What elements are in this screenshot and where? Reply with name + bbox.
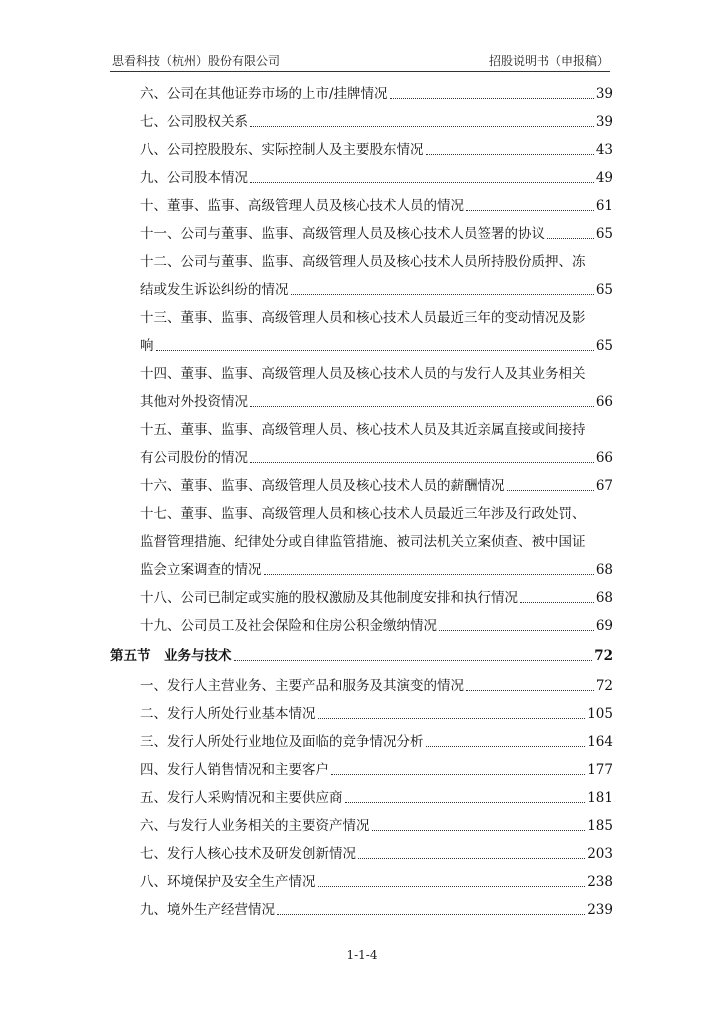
toc-entry[interactable]: [140, 364, 613, 384]
toc-entry-title: 十六、董事、监事、高级管理人员及核心技术人员的薪酬情况: [140, 478, 505, 494]
toc-leader-dots: [250, 126, 594, 127]
toc-entry-title: 十、董事、监事、高级管理人员及核心技术人员的情况: [140, 198, 464, 214]
toc-entry-title: 监督管理措施、纪律处分或自律监管措施、被司法机关立案侦查、被中国证: [140, 534, 586, 550]
toc-page-number: 66: [595, 450, 613, 466]
toc-entry-title: 结或发生诉讼纠纷的情况: [140, 282, 289, 298]
toc-entry[interactable]: [140, 872, 613, 892]
toc-leader-dots: [466, 210, 594, 211]
toc-entry-title: 响: [140, 338, 154, 354]
toc-page-number: 65: [595, 338, 613, 354]
toc-leader-dots: [372, 830, 586, 831]
toc-page-number: 39: [595, 114, 613, 130]
toc-entry-title: 九、公司股本情况: [140, 170, 248, 186]
toc-page-number: 49: [595, 170, 613, 186]
toc-entry[interactable]: [140, 788, 613, 808]
toc-entry[interactable]: [140, 588, 613, 608]
toc-entry-title: 八、公司控股股东、实际控制人及主要股东情况: [140, 142, 424, 158]
toc-leader-dots: [390, 98, 594, 99]
toc-entry[interactable]: [140, 616, 613, 636]
toc-entry-title: 十五、董事、监事、高级管理人员、核心技术人员及其近亲属直接或间接持: [140, 422, 586, 438]
toc-entry-title: 七、公司股权关系: [140, 114, 248, 130]
toc-entry-title: 第五节 业务与技术: [110, 648, 232, 664]
toc-entry-title: 一、发行人主营业务、主要产品和服务及其演变的情况: [140, 678, 464, 694]
toc-page-number: 72: [594, 648, 613, 664]
toc-page-number: 105: [587, 706, 613, 722]
toc-entry-title: 三、发行人所处行业地位及面临的竞争情况分析: [140, 734, 424, 750]
toc-entry[interactable]: [140, 252, 613, 272]
toc-entry[interactable]: [140, 704, 613, 724]
toc-entry-title: 四、发行人销售情况和主要客户: [140, 762, 329, 778]
toc-entry-title: 六、公司在其他证券市场的上市/挂牌情况: [140, 86, 388, 102]
toc-page-number: 164: [587, 734, 613, 750]
toc-leader-dots: [291, 294, 594, 295]
toc-entry-title: 二、发行人所处行业基本情况: [140, 706, 316, 722]
toc-entry[interactable]: [140, 476, 613, 496]
toc-entry-title: 八、环境保护及安全生产情况: [140, 874, 316, 890]
toc-page-number: 65: [595, 282, 613, 298]
toc-page-number: 39: [595, 86, 613, 102]
toc-entry[interactable]: [140, 112, 613, 132]
toc-entry-title: 十二、公司与董事、监事、高级管理人员及核心技术人员所持股份质押、冻: [140, 254, 586, 270]
toc-page-number: 177: [587, 762, 613, 778]
header-document-title: 招股说明书（申报稿）: [488, 54, 609, 68]
toc-entry[interactable]: [140, 224, 613, 244]
toc-page-number: 69: [595, 618, 613, 634]
toc-leader-dots: [547, 238, 594, 239]
toc-entry-title: 十三、董事、监事、高级管理人员和核心技术人员最近三年的变动情况及影: [140, 310, 586, 326]
header-rule: [110, 71, 610, 72]
toc-leader-dots: [507, 490, 594, 491]
toc-page-number: 203: [587, 846, 613, 862]
toc-entry-title: 十八、公司已制定或实施的股权激励及其他制度安排和执行情况: [140, 590, 518, 606]
toc-leader-dots: [250, 406, 594, 407]
toc-entry[interactable]: [140, 816, 613, 836]
toc-entry-title: 十四、董事、监事、高级管理人员及核心技术人员的与发行人及其业务相关: [140, 366, 586, 382]
page-header: [112, 52, 609, 72]
toc-entry[interactable]: [140, 84, 613, 104]
toc-page-number: 238: [587, 874, 613, 890]
toc-leader-dots: [331, 774, 585, 775]
toc-leader-dots: [426, 746, 586, 747]
toc-entry[interactable]: [140, 168, 613, 188]
toc-entry-title: 监会立案调查的情况: [140, 562, 262, 578]
toc-entry[interactable]: [140, 900, 613, 920]
toc-entry[interactable]: [140, 532, 613, 552]
toc-leader-dots: [466, 690, 594, 691]
toc-leader-dots: [439, 630, 594, 631]
toc-leader-dots: [234, 660, 593, 661]
toc-entry[interactable]: [140, 760, 613, 780]
toc-page-number: 66: [595, 394, 613, 410]
toc-leader-dots: [264, 574, 594, 575]
toc-entry-title: 十七、董事、监事、高级管理人员和核心技术人员最近三年涉及行政处罚、: [140, 506, 586, 522]
toc-entry[interactable]: [140, 336, 613, 356]
toc-entry[interactable]: [140, 308, 613, 328]
toc-entry[interactable]: [140, 280, 613, 300]
toc-page-number: 239: [587, 902, 613, 918]
toc-leader-dots: [277, 914, 585, 915]
toc-entry-title: 有公司股份的情况: [140, 450, 248, 466]
toc-entry[interactable]: [140, 844, 613, 864]
toc-leader-dots: [156, 350, 594, 351]
toc-entry[interactable]: [140, 676, 613, 696]
toc-entry[interactable]: [140, 560, 613, 580]
toc-leader-dots: [250, 462, 594, 463]
toc-entry-title: 十九、公司员工及社会保险和住房公积金缴纳情况: [140, 618, 437, 634]
toc-leader-dots: [345, 802, 586, 803]
toc-entry-title: 其他对外投资情况: [140, 394, 248, 410]
toc-page-number: 68: [595, 590, 613, 606]
toc-page-number: 72: [595, 678, 613, 694]
header-company-name: 思看科技（杭州）股份有限公司: [112, 54, 281, 68]
toc-entry-title: 七、发行人核心技术及研发创新情况: [140, 846, 356, 862]
toc-entry[interactable]: [140, 420, 613, 440]
toc-page-number: 61: [595, 198, 613, 214]
toc-entry[interactable]: [140, 392, 613, 412]
page-number: 1-1-4: [346, 948, 378, 962]
toc-entry[interactable]: [140, 504, 613, 524]
toc-page-number: 181: [587, 790, 613, 806]
toc-entry[interactable]: [140, 140, 613, 160]
toc-leader-dots: [250, 182, 594, 183]
toc-page-number: 43: [595, 142, 613, 158]
toc-entry-title: 十一、公司与董事、监事、高级管理人员及核心技术人员签署的协议: [140, 226, 545, 242]
toc-page-number: 68: [595, 562, 613, 578]
toc-leader-dots: [318, 886, 586, 887]
toc-entry-title: 五、发行人采购情况和主要供应商: [140, 790, 343, 806]
toc-entry-title: 六、与发行人业务相关的主要资产情况: [140, 818, 370, 834]
toc-leader-dots: [358, 858, 585, 859]
toc-page-number: 65: [595, 226, 613, 242]
toc-leader-dots: [318, 718, 586, 719]
toc-page-number: 67: [595, 478, 613, 494]
toc-page-number: 185: [587, 818, 613, 834]
toc-section-heading[interactable]: [110, 646, 613, 666]
toc-entry[interactable]: [140, 732, 613, 752]
toc-entry[interactable]: [140, 196, 613, 216]
toc-entry[interactable]: [140, 448, 613, 468]
toc-entry-title: 九、境外生产经营情况: [140, 902, 275, 918]
toc-leader-dots: [426, 154, 594, 155]
toc-leader-dots: [520, 602, 594, 603]
